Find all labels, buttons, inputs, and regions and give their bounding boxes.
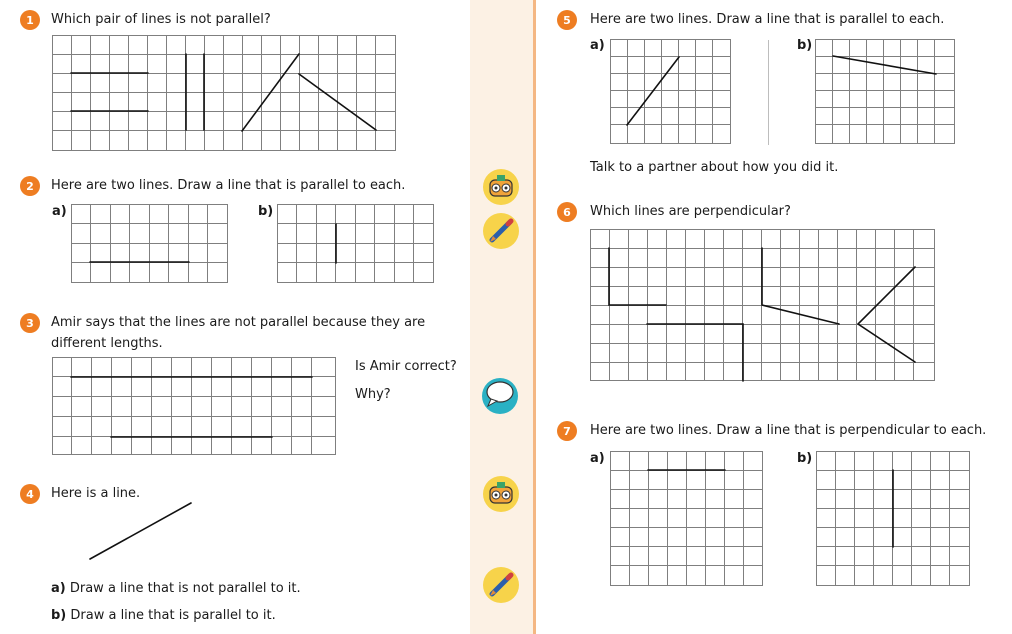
part-a-label: a) bbox=[52, 204, 67, 219]
discuss-icon bbox=[480, 375, 520, 415]
given-line bbox=[833, 56, 936, 74]
part-b-label: b) bbox=[51, 608, 67, 623]
think-together-icon bbox=[482, 168, 520, 206]
question-number-badge: 4 bbox=[20, 484, 40, 504]
pencil-icon bbox=[482, 566, 520, 604]
part-separator bbox=[768, 40, 769, 145]
part-a-label: a) bbox=[590, 451, 605, 466]
question-number-badge: 2 bbox=[20, 176, 40, 196]
part-a-text: Draw a line that is not parallel to it. bbox=[69, 581, 301, 596]
q4-part-a bbox=[51, 581, 301, 596]
question-6-text: Which lines are perpendicular? bbox=[590, 204, 791, 219]
q3-grid bbox=[52, 357, 337, 456]
given-diagonal-line bbox=[90, 503, 191, 559]
question-5-text: Here are two lines. Draw a line that is parallel to each. bbox=[590, 12, 945, 27]
question-3-text-line1: Amir says that the lines are not parallel because they are bbox=[51, 315, 426, 330]
q4-part-b bbox=[51, 608, 276, 623]
part-b-label: b) bbox=[258, 204, 274, 219]
shape-arrowhead bbox=[858, 267, 915, 362]
q7b-grid bbox=[816, 451, 971, 587]
page-divider bbox=[533, 0, 536, 634]
question-number-badge: 3 bbox=[20, 313, 40, 333]
question-number-badge: 6 bbox=[557, 202, 577, 222]
q7a-grid bbox=[610, 451, 764, 587]
part-a-label: a) bbox=[51, 581, 66, 596]
question-1-text: Which pair of lines is not parallel? bbox=[51, 12, 271, 27]
think-together-icon bbox=[482, 475, 520, 513]
q5b-grid bbox=[815, 39, 956, 145]
margin-strip bbox=[470, 0, 535, 634]
q2a-grid bbox=[71, 204, 229, 284]
side-question-correct: Is Amir correct? bbox=[355, 359, 457, 374]
side-question-why: Why? bbox=[355, 387, 391, 402]
q2b-grid bbox=[277, 204, 435, 284]
q6-grid bbox=[590, 229, 936, 382]
question-5-followup: Talk to a partner about how you did it. bbox=[590, 160, 839, 175]
q5a-grid bbox=[610, 39, 732, 145]
question-2-text: Here are two lines. Draw a line that is parallel to each. bbox=[51, 178, 406, 193]
question-number-badge: 5 bbox=[557, 10, 577, 30]
part-b-label: b) bbox=[797, 451, 813, 466]
shape-l-corner bbox=[609, 248, 666, 305]
question-4-text: Here is a line. bbox=[51, 486, 141, 501]
part-b-text: Draw a line that is parallel to it. bbox=[70, 608, 276, 623]
question-number-badge: 1 bbox=[20, 10, 40, 30]
question-7-text: Here are two lines. Draw a line that is perpendicular to each. bbox=[590, 423, 987, 438]
q4-line bbox=[85, 498, 197, 564]
grid-lines bbox=[52, 35, 396, 151]
question-number-badge: 7 bbox=[557, 421, 577, 441]
question-3-text-line2: different lengths. bbox=[51, 336, 163, 351]
q1-grid bbox=[52, 35, 397, 152]
part-b-label: b) bbox=[797, 38, 813, 53]
part-a-label: a) bbox=[590, 38, 605, 53]
shape-step-corner bbox=[647, 324, 743, 381]
pencil-icon bbox=[482, 212, 520, 250]
